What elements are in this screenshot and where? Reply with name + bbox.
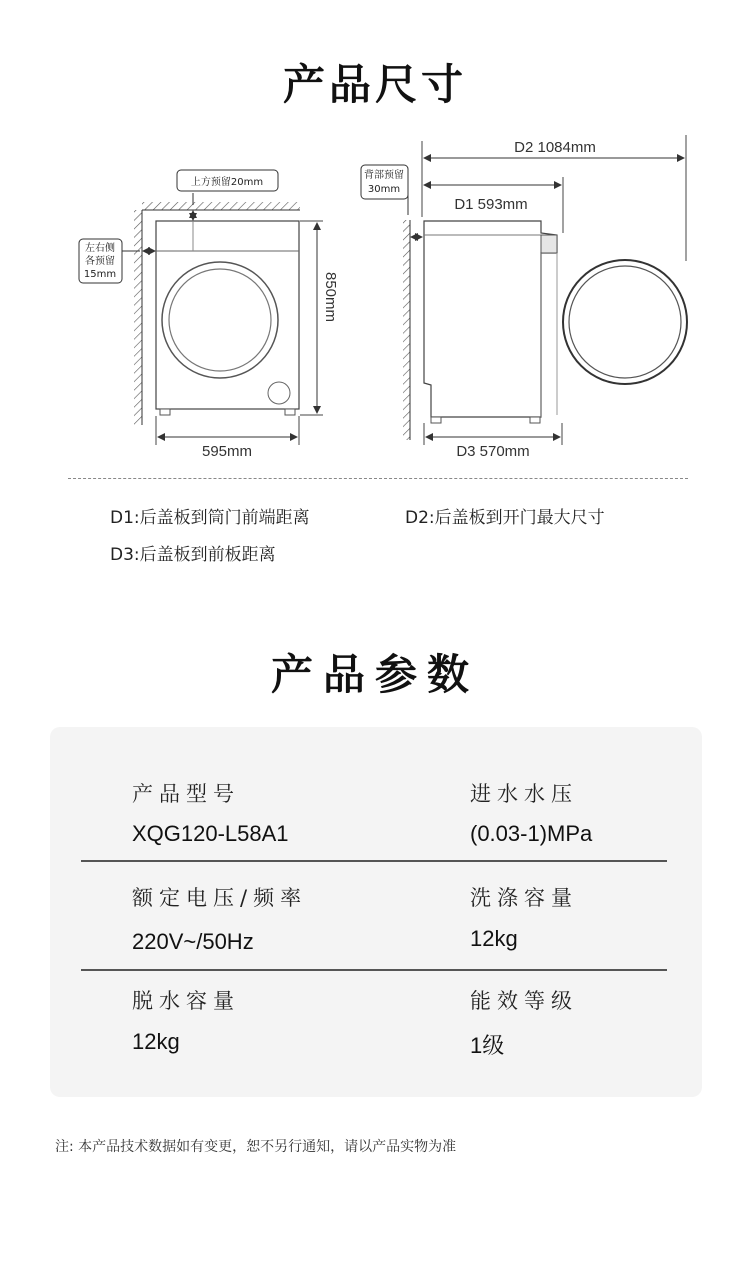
left-wall-hatch [134,210,142,425]
front-view [79,170,339,460]
params-section-title: 产品参数 [270,650,479,699]
open-door-inner [569,266,681,378]
spec-divider-1 [81,860,667,862]
spec-wash-label: 洗涤容量 [470,886,578,910]
top-wall-hatch [142,202,300,210]
back-wall-hatch [403,220,410,440]
spec-voltage-label: 额定电压/频率 [132,886,308,910]
spec-efficiency-label: 能效等级 [470,989,578,1013]
spec-model-value: XQG120-L58A1 [132,821,289,846]
spec-model-label: 产品型号 [132,782,240,806]
d1-label: D1 593mm [454,196,528,213]
back-clearance-line2: 30mm [367,184,401,195]
door-inner-ring [169,269,271,371]
side-clearance-line3: 15mm [83,269,117,280]
size-section-title: 产品尺寸 [282,60,467,109]
section-divider [68,478,688,479]
filter-cap [268,382,290,404]
legend-d2: D2:后盖板到开门最大尺寸 [405,508,605,528]
side-clearance-line1: 左右侧 [85,243,115,254]
height-label: 850mm [322,271,339,323]
spec-pressure-label: 进水水压 [470,782,578,806]
side-clearance-line2: 各预留 [85,256,115,267]
disclaimer-note: 注: 本产品技术数据如有变更，恕不另行通知，请以产品实物为准 [55,1139,457,1155]
door-hinge [541,235,557,253]
spec-pressure-value: (0.03-1)MPa [470,821,593,846]
legend-d1: D1:后盖板到筒门前端距离 [110,508,310,528]
back-clearance-line1: 背部预留 [364,170,404,181]
spec-spin-label: 脱水容量 [132,989,240,1013]
legend-d3: D3:后盖板到前板距离 [110,545,276,565]
spec-spin-value: 12kg [132,1029,180,1054]
dimension-diagram [0,125,750,485]
width-label: 595mm [201,443,253,460]
spec-efficiency-value: 1级 [470,1033,505,1058]
d2-label: D2 1084mm [514,139,596,156]
d3-label: D3 570mm [456,443,530,460]
spec-wash-value: 12kg [470,926,518,951]
side-view [361,135,687,460]
spec-divider-2 [81,969,667,971]
spec-voltage-value: 220V~/50Hz [132,929,254,954]
top-clearance-text: 上方预留20mm [190,177,264,188]
washer-side-body [424,221,557,417]
